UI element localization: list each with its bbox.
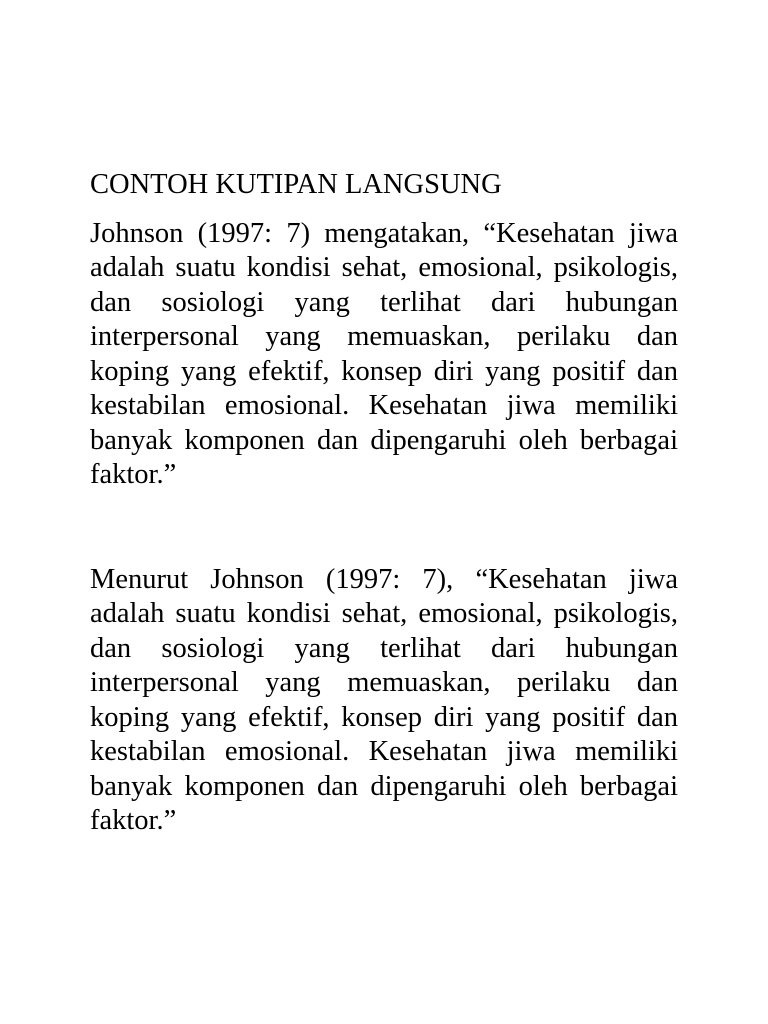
document-page (90, 168, 678, 839)
quote-paragraph-1: Johnson (1997: 7) mengatakan, “Kesehatan jiwa adalah suatu kondisi sehat, emosional, psikologis, dan sosiologi yang terlihat dari hubungan interpersonal yang memuaskan, perilaku dan koping yang efektif, konsep diri yang positif dan kestabilan emosional. Kesehatan jiwa memiliki banyak komponen dan dipengaruhi oleh berbagai faktor.” (90, 217, 678, 490)
paragraph-spacer (90, 493, 678, 563)
quote-paragraph-2: Menurut Johnson (1997: 7), “Kesehatan jiwa adalah suatu kondisi sehat, emosional, psikologis, dan sosiologi yang terlihat dari hubungan interpersonal yang memuaskan, perilaku dan koping yang efektif, konsep diri yang positif dan kestabilan emosional. Kesehatan jiwa memiliki banyak komponen dan dipengaruhi oleh berbagai faktor.” (90, 563, 678, 836)
document-title: CONTOH KUTIPAN LANGSUNG (90, 169, 502, 200)
